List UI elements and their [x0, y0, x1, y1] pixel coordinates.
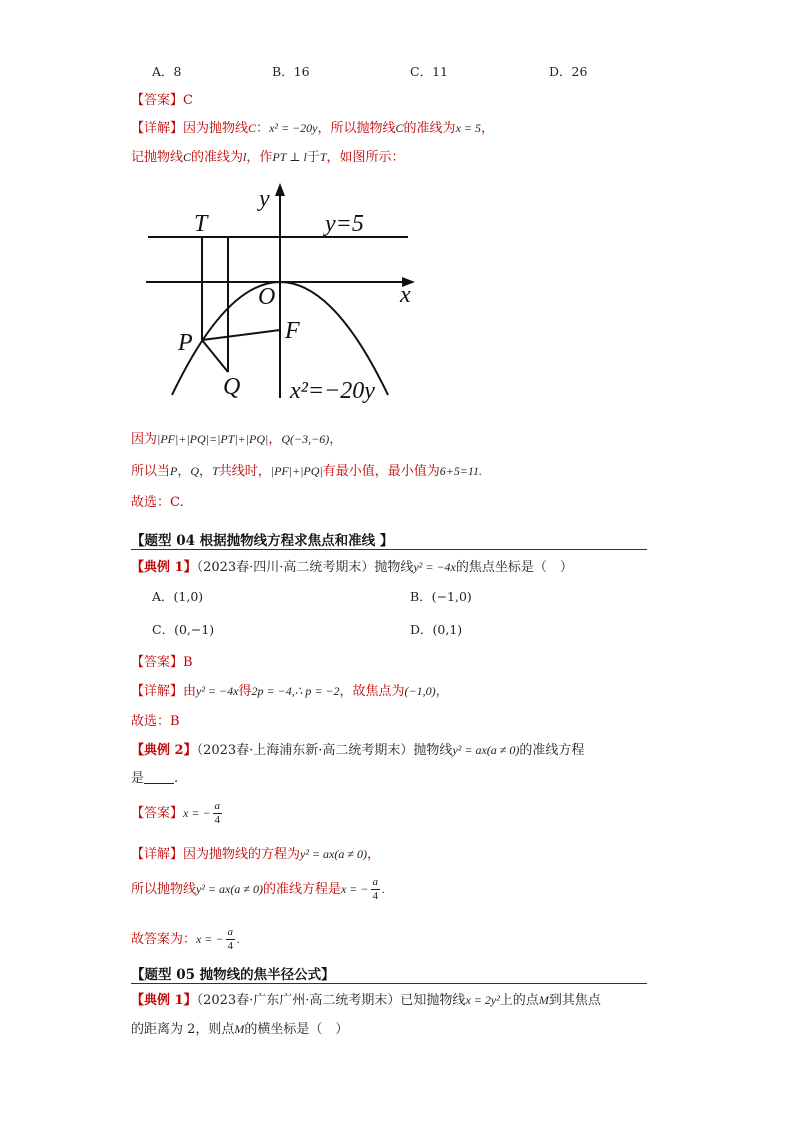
ex1-tag: 【典例 1】	[131, 560, 197, 575]
parabola-figure	[140, 180, 430, 405]
math: l	[243, 150, 247, 164]
answer-label: 【答案】	[131, 93, 184, 108]
ex1-choose: 故选：B	[131, 714, 180, 729]
math: T	[319, 150, 327, 164]
detail-text: 因为	[131, 432, 158, 447]
label-F: F	[285, 318, 300, 344]
detail-text: ，	[199, 464, 213, 479]
choice-c: C．11	[410, 64, 448, 79]
math: y² = ax(a ≠ 0)	[452, 743, 520, 757]
ex3-question-2	[131, 1018, 348, 1037]
math: P	[170, 464, 178, 478]
math: PT ⊥ l	[272, 150, 307, 164]
detail-text: 的准线方程是	[262, 882, 341, 897]
because-line	[131, 428, 342, 447]
label-O: O	[258, 284, 276, 310]
detail-text: 记抛物线	[131, 150, 184, 165]
section-05-title: 【题型 05 抛物线的焦半径公式】	[131, 967, 335, 983]
detail-text: ，故焦点为	[339, 684, 405, 699]
choice-b: B．16	[272, 64, 310, 79]
ex1-choice-a: A．(1,0)	[152, 589, 204, 604]
math: 2p = −4,∴ p = −2	[251, 684, 340, 698]
math: x = −	[340, 882, 369, 896]
math: y² = −4x	[413, 560, 456, 574]
detail-text: 共线时，	[218, 464, 271, 479]
section-05-header	[131, 963, 647, 984]
ex1-choice-d: D．(0,1)	[410, 622, 463, 637]
ex2-text: .	[174, 771, 179, 786]
section-04-header	[131, 529, 647, 550]
answer-value: C	[183, 93, 193, 108]
detail-label: 【详解】	[131, 847, 184, 862]
detail-text: ，所以抛物线	[317, 121, 396, 136]
math: (−1,0)	[404, 684, 436, 698]
math: Q	[190, 464, 200, 478]
ex2-tag: 【典例 2】	[131, 743, 197, 758]
math: x = 2y²	[465, 993, 500, 1007]
detail-text: ，如图所示：	[326, 150, 405, 165]
ex3-text: 到其焦点	[548, 993, 601, 1008]
label-T: T	[194, 211, 208, 237]
math: M	[538, 993, 549, 1007]
math: M	[234, 1022, 245, 1036]
answer-label: 【答案】	[131, 655, 184, 670]
detail-text: ，	[435, 684, 449, 699]
label-x: x	[400, 282, 411, 308]
y-axis-arrow	[275, 183, 285, 196]
ex1-detail	[131, 680, 449, 699]
ex3-text: 的横坐标是（ ）	[244, 1022, 349, 1037]
frac-den: 4	[214, 814, 221, 826]
math: x² = −20y	[269, 121, 318, 135]
detail-text: ，	[268, 432, 282, 447]
math: x = −	[196, 932, 224, 946]
detail-text: 得	[238, 684, 252, 699]
detail-label: 【详解】	[131, 684, 184, 699]
label-curve: x²=−20y	[290, 378, 375, 404]
fraction	[226, 926, 236, 953]
frac-num: a	[372, 876, 378, 888]
ex2-text: 的准线方程	[519, 743, 585, 758]
math: T	[212, 464, 219, 478]
ex2-so	[131, 876, 385, 903]
label-Q: Q	[223, 374, 241, 400]
math: |PF|+|PQ|	[270, 464, 323, 478]
math: .	[382, 882, 385, 896]
ex3-text: 上的点	[499, 993, 539, 1008]
math: x = −	[183, 806, 211, 820]
math: y² = −4x	[196, 684, 239, 698]
detail-text: 所以抛物线	[131, 882, 197, 897]
math: y² = ax(a ≠ 0)	[300, 847, 367, 861]
ex2-question	[131, 739, 584, 758]
ex2-question-2	[131, 767, 178, 786]
segment-PQ	[202, 340, 228, 372]
math: 6+5=11.	[439, 464, 483, 478]
fraction	[371, 876, 381, 903]
ex1-choice-b: B．(−1,0)	[410, 589, 472, 604]
detail-text: ，	[481, 121, 495, 136]
label-directrix: y=5	[325, 211, 364, 237]
detail-text: 所以当	[131, 464, 171, 479]
answer-line	[131, 89, 193, 108]
label-y: y	[259, 186, 270, 212]
choice-d: D．26	[549, 64, 588, 79]
detail-text: 的准线为	[403, 121, 456, 136]
ex1-text: （2023春·四川·高二统考期末）抛物线	[196, 560, 414, 575]
ex3-tag: 【典例 1】	[131, 993, 197, 1008]
frac-den: 4	[227, 940, 234, 952]
ex2-detail	[131, 843, 380, 862]
ex1-text: 的焦点坐标是（ ）	[455, 560, 573, 575]
detail-text: 由	[183, 684, 197, 699]
label-P: P	[178, 330, 193, 356]
choose-line: 故选：C.	[131, 495, 184, 510]
detail-line-2	[131, 146, 405, 165]
ex1-question	[131, 556, 573, 575]
frac-num: a	[227, 926, 234, 938]
ex1-choice-c: C．(0,−1)	[152, 622, 215, 637]
math: |PF|+|PQ|=|PT|+|PQ|	[157, 432, 269, 446]
frac-den: 4	[372, 890, 378, 902]
detail-label: 【详解】	[131, 121, 184, 136]
detail-text: 有最小值，最小值为	[322, 464, 440, 479]
detail-text: 因为抛物线的方程为	[183, 847, 301, 862]
detail-line-1: 【详解】因为抛物线C：x² = −20y，所以抛物线C的准线为x = 5，	[131, 121, 495, 136]
answer-blank	[144, 771, 174, 784]
math: y² = ax(a ≠ 0)	[196, 882, 263, 896]
ex2-text: 是	[131, 771, 145, 786]
math: .	[237, 932, 241, 946]
choice-a: A．8	[152, 64, 182, 79]
ex3-question	[131, 989, 601, 1008]
detail-text: 因为抛物线	[183, 121, 249, 136]
ex3-text: 的距离为 2，则点	[131, 1022, 235, 1037]
math: C	[183, 150, 192, 164]
detail-text: ，	[329, 432, 343, 447]
math: x = 5	[455, 121, 481, 135]
math: C	[248, 121, 257, 135]
detail-text: ，作	[246, 150, 273, 165]
so-line	[131, 460, 482, 479]
math: Q(−3,−6)	[281, 432, 330, 446]
section-04-title: 【题型 04 根据抛物线方程求焦点和准线 】	[131, 533, 394, 549]
ex2-final	[131, 926, 240, 953]
fraction	[213, 800, 223, 827]
answer-label: 【答案】	[131, 806, 184, 821]
ex2-text: （2023春·上海浦东新·高二统考期末）抛物线	[196, 743, 453, 758]
ex3-text: （2023春·广东广州·高二统考期末）已知抛物线	[196, 993, 466, 1008]
detail-text: 的准线为	[191, 150, 244, 165]
detail-text: 于	[306, 150, 320, 165]
frac-num: a	[214, 800, 221, 812]
ex1-answer	[131, 651, 193, 670]
detail-text: ，	[366, 847, 380, 862]
detail-text: ，	[177, 464, 191, 479]
detail-text: 故答案为：	[131, 932, 197, 947]
ex2-answer	[131, 800, 224, 827]
math: C	[395, 121, 404, 135]
segment-PF	[202, 330, 280, 340]
answer-value: B	[183, 655, 193, 670]
